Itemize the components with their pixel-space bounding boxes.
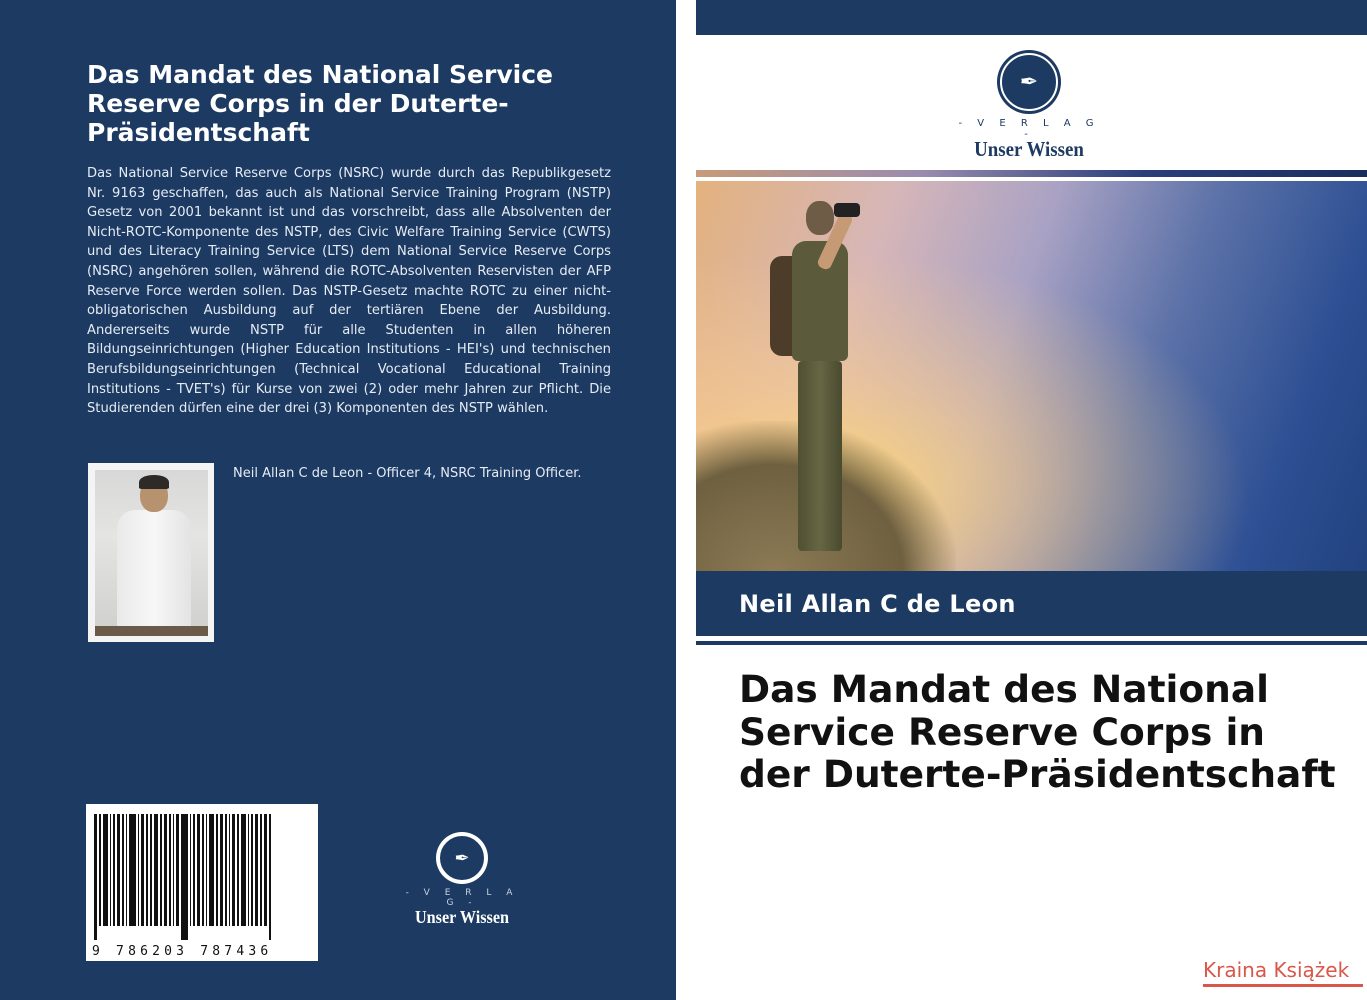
- barcode-bar: [117, 814, 120, 926]
- barcode-bar: [248, 814, 250, 926]
- verlag-label: - V E R L A G -: [958, 118, 1100, 140]
- barcode-bar: [206, 814, 208, 926]
- front-author-name: Neil Allan C de Leon: [739, 590, 1016, 618]
- author-band: [696, 571, 1367, 636]
- barcode-bar: [209, 814, 214, 926]
- soldier-head: [806, 201, 834, 235]
- pen-nib-seal-icon: [997, 50, 1061, 114]
- barcode-bar: [169, 814, 171, 926]
- spine-gap: [676, 0, 696, 1000]
- author-figure: [117, 510, 191, 630]
- barcode-bar: [197, 814, 200, 926]
- isbn-number: 9 786203 787436: [92, 944, 273, 959]
- barcode-bar: [154, 814, 159, 926]
- barcode-bar: [260, 814, 262, 926]
- barcode-bar: [225, 814, 227, 926]
- barcode-bar: [122, 814, 124, 926]
- decorative-strip: [696, 170, 1367, 177]
- barcode-bar: [255, 814, 258, 926]
- pen-nib-icon: ✒: [438, 834, 486, 882]
- front-cover: [696, 0, 1367, 1000]
- barcode-bar: [150, 814, 152, 926]
- soldier-figure: [776, 201, 866, 561]
- barcode-bars: [94, 814, 310, 940]
- barcode-bar: [146, 814, 148, 926]
- barcode-bar: [94, 814, 97, 940]
- barcode-bar: [241, 814, 246, 926]
- photo-floor: [95, 626, 208, 636]
- barcode-bar: [202, 814, 204, 926]
- barcode-bar: [237, 814, 239, 926]
- barcode-bar: [216, 814, 218, 926]
- publisher-logo-back: [404, 832, 520, 926]
- barcode-bar: [251, 814, 253, 926]
- back-cover-blurb: Das National Service Reserve Corps (NSRC) wurde durch das Republikgesetz Nr. 9163 geschaffen, das auch als National Service Training Program (NSTP) Gesetz von 2001 bekannt ist und das vorschreibt, dass alle Absolventen der Nicht-ROTC-Komponente des NSTP, des Civic Welfare Training Service (CWTS) und des Literacy Training Service (LTS) dem National Service Reserve Corps (NSRC) angehören sollen, während die ROTC-Absolventen Reservisten der AFP Reserve Force werden sollen. Das NSTP-Gesetz machte ROTC zu einer nicht-obligatorischen Ausbildung auf der tertiären Ebene der Ausbildung. Andererseits wurde NSTP für alle Studenten in allen höheren Bildungseinrichtungen (Higher Education Institutions - HEI's) und technischen Berufsbildungseinrichtungen (Technical Vocational Educational Training Institutions - TVET's) für Kurse von zwei (2) oder mehr Jahren zur Pflicht. Die Studierenden dürfen eine der drei (3) Komponenten des NSTP wählen.: [87, 166, 611, 417]
- barcode-bar: [232, 814, 235, 926]
- watermark-text: Kraina Książek: [1203, 958, 1350, 982]
- barcode-bar: [220, 814, 223, 926]
- barcode-bar: [173, 814, 175, 926]
- top-band: [696, 0, 1367, 35]
- back-cover: [0, 0, 676, 1000]
- isbn-barcode: [86, 804, 318, 961]
- barcode-bar: [164, 814, 167, 926]
- barcode-bar: [176, 814, 179, 926]
- barcode-bar: [141, 814, 144, 926]
- barcode-bar: [126, 814, 128, 926]
- barcode-bar: [269, 814, 271, 940]
- barcode-bar: [181, 814, 187, 940]
- pen-nib-icon: ✒: [1000, 53, 1058, 111]
- barcode-bar: [160, 814, 162, 926]
- cover-photo-soldier: [696, 181, 1367, 571]
- barcode-bar: [110, 814, 112, 926]
- back-cover-title: Das Mandat des National Service Reserve Corps in der Duterte-Präsidentschaft: [87, 60, 553, 147]
- author-photo: [88, 463, 214, 642]
- barcode-bar: [190, 814, 192, 926]
- barcode-bar: [193, 814, 195, 926]
- barcode-bar: [138, 814, 140, 926]
- open-book-icon: [1203, 984, 1363, 987]
- publisher-name: Unser Wissen: [974, 137, 1084, 161]
- publisher-logo-front: [954, 50, 1104, 161]
- divider-line: [696, 641, 1367, 645]
- barcode-bar: [129, 814, 135, 926]
- author-hair: [139, 475, 169, 489]
- barcode-bar: [264, 814, 267, 926]
- front-cover-title: Das Mandat des National Service Reserve Corps in der Duterte-Präsidentschaft: [739, 667, 1336, 796]
- barcode-bar: [99, 814, 101, 926]
- author-photo-image: [95, 470, 208, 636]
- barcode-bar: [229, 814, 231, 926]
- verlag-label: - V E R L A G -: [405, 888, 519, 908]
- pen-nib-seal-icon: [436, 832, 488, 884]
- soldier-legs: [798, 361, 842, 551]
- barcode-bar: [103, 814, 108, 926]
- publisher-name: Unser Wissen: [414, 907, 510, 927]
- barcode-bar: [113, 814, 115, 926]
- binoculars-icon: [834, 203, 860, 217]
- watermark-logo: [1203, 958, 1363, 987]
- author-bio: Neil Allan C de Leon - Officer 4, NSRC Training Officer.: [233, 466, 582, 481]
